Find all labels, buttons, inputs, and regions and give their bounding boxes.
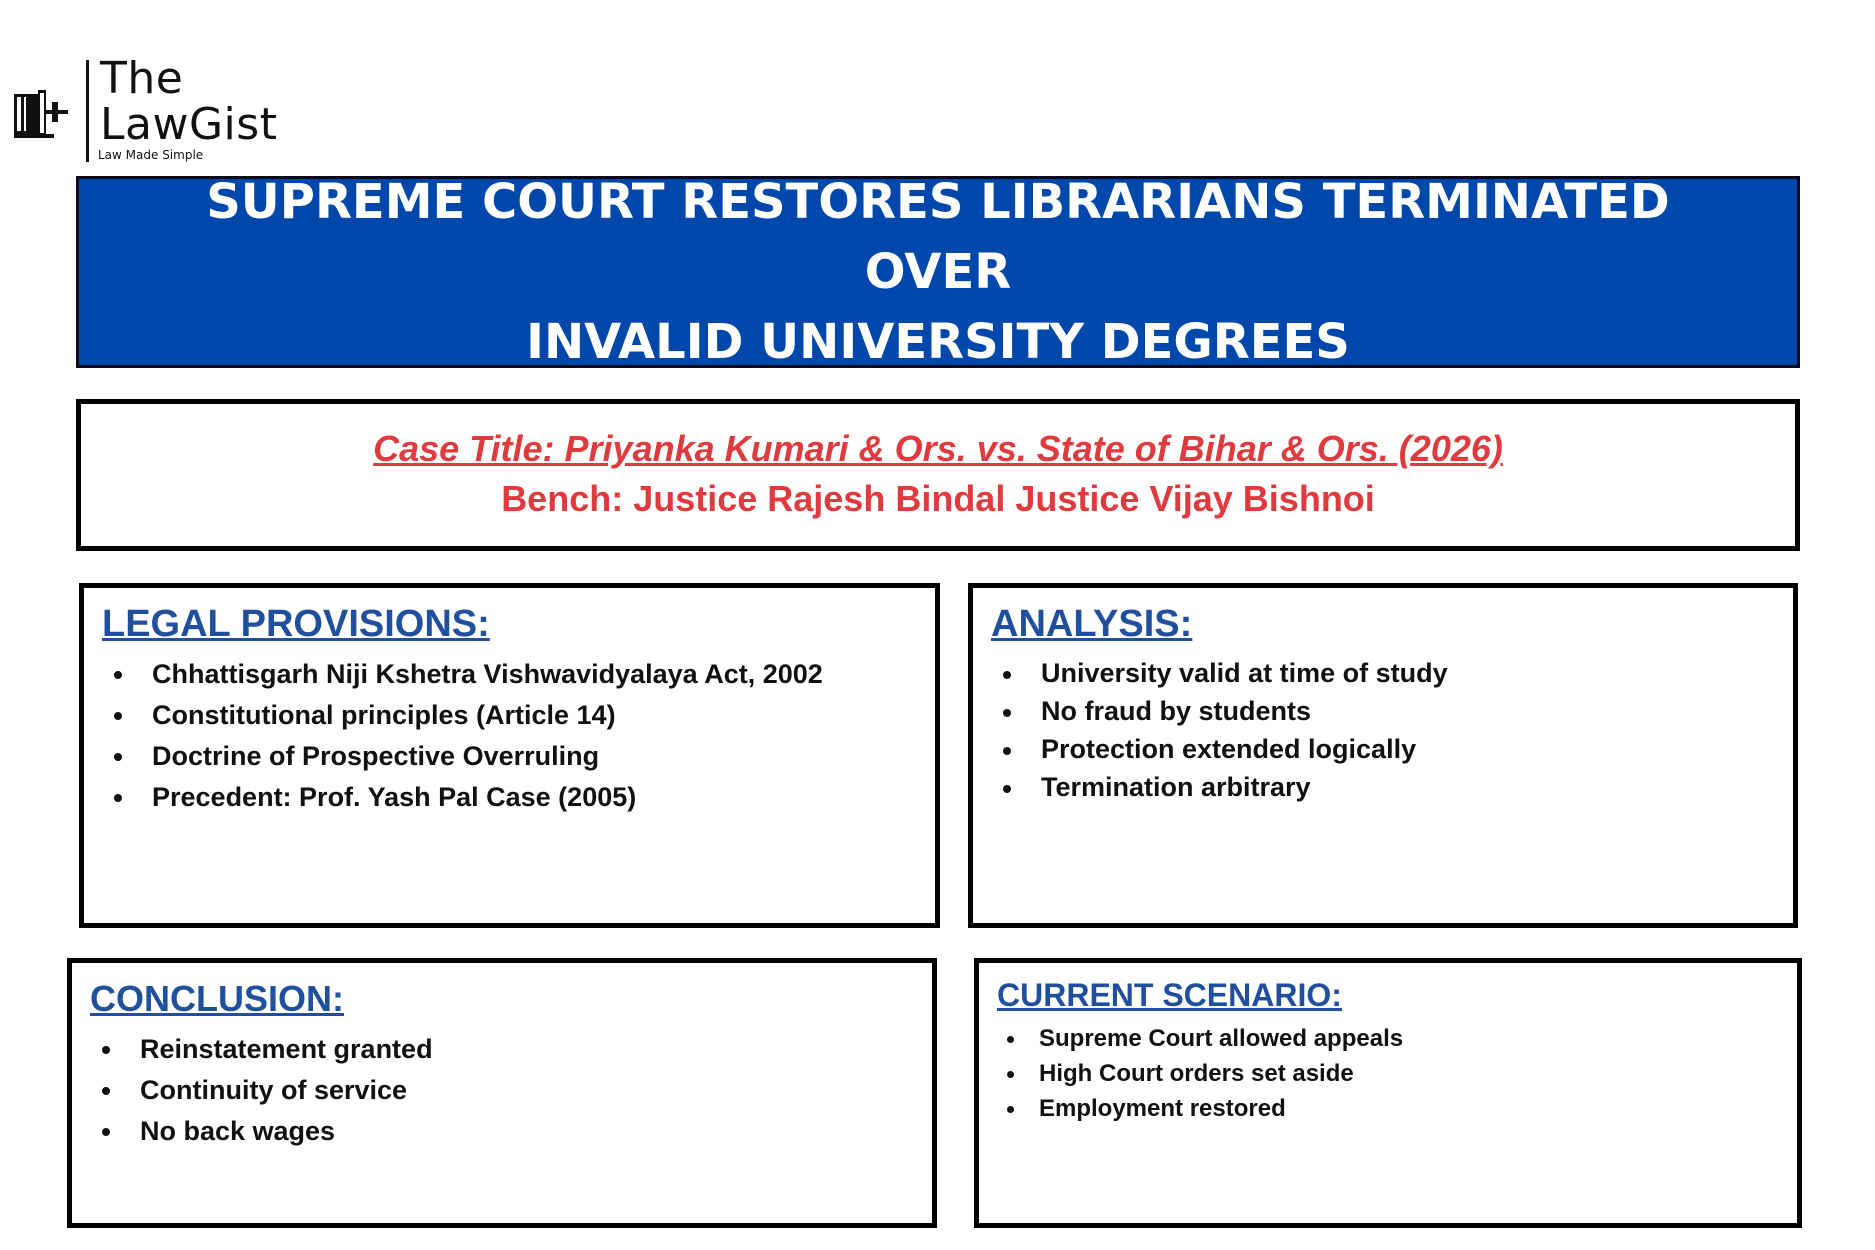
conclusion-list [90, 1029, 914, 1152]
case-bench: Bench: Justice Rajesh Bindal Justice Vijay Bishnoi [501, 478, 1375, 519]
logo-tagline: Law Made Simple [98, 148, 204, 162]
list-item: Doctrine of Prospective Overruling [102, 736, 917, 777]
legal-provisions-box [79, 583, 940, 928]
current-scenario-list [997, 1021, 1779, 1126]
list-item: Termination arbitrary [991, 768, 1775, 806]
list-item: Constitutional principles (Article 14) [102, 695, 917, 736]
case-details-box [76, 399, 1800, 551]
list-item: Protection extended logically [991, 730, 1775, 768]
list-item: High Court orders set aside [997, 1056, 1779, 1091]
conclusion-box [67, 958, 937, 1228]
case-title: Case Title: Priyanka Kumari & Ors. vs. State of Bihar & Ors. (2026) [373, 428, 1503, 469]
logo-divider [86, 60, 89, 162]
headline-banner [76, 176, 1800, 368]
logo-title-line1: The [100, 53, 184, 104]
analysis-heading: ANALYSIS: [991, 603, 1193, 645]
headline-line1: SUPREME COURT RESTORES LIBRARIANS TERMINATED OVER [206, 174, 1670, 300]
list-item: University valid at time of study [991, 654, 1775, 692]
list-item: Chhattisgarh Niji Kshetra Vishwavidyalaya Act, 2002 [102, 654, 917, 695]
list-item: Continuity of service [90, 1070, 914, 1111]
law-book-gavel-icon [12, 84, 70, 140]
current-scenario-box [974, 958, 1802, 1228]
list-item: No fraud by students [991, 692, 1775, 730]
legal-provisions-heading: LEGAL PROVISIONS: [102, 603, 490, 645]
analysis-list [991, 654, 1775, 806]
logo-title [100, 53, 300, 150]
list-item: Employment restored [997, 1091, 1779, 1126]
list-item: Reinstatement granted [90, 1029, 914, 1070]
headline-line2: INVALID UNIVERSITY DEGREES [526, 314, 1350, 370]
list-item: No back wages [90, 1111, 914, 1152]
logo [12, 53, 302, 168]
legal-provisions-list [102, 654, 917, 818]
headline-title [158, 167, 1718, 377]
list-item: Supreme Court allowed appeals [997, 1021, 1779, 1056]
analysis-box [968, 583, 1798, 928]
list-item: Precedent: Prof. Yash Pal Case (2005) [102, 777, 917, 818]
logo-title-line2: LawGist [100, 99, 278, 150]
current-scenario-heading: CURRENT SCENARIO: [997, 977, 1342, 1013]
conclusion-heading: CONCLUSION: [90, 978, 344, 1019]
